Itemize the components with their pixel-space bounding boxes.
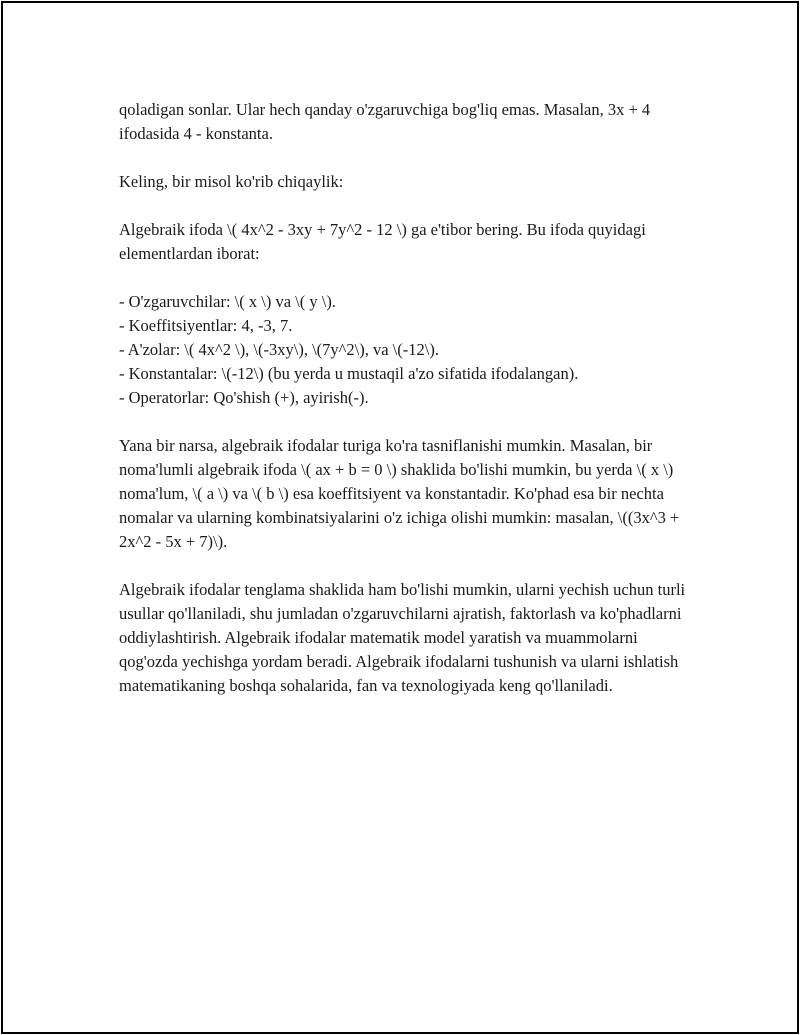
paragraph-classification: Yana bir narsa, algebraik ifodalar turiga ko'ra tasniflanishi mumkin. Masalan, bir noma'lumli algebraik ifoda \( ax + b = 0 \) shaklida bo'lishi mumkin, bu yerda \( x \) noma'lum, \( a \) va \( b \) esa koeffitsiyent va konstantadir. Ko'phad esa bir nechta nomalar va ularning kombinatsiyalarini o'z ichiga olishi mumkin: masalan, \((3x^3 + 2x^2 - 5x + 7)\).: [119, 436, 680, 551]
elements-list: [119, 290, 699, 410]
paragraph-constants: qoladigan sonlar. Ular hech qanday o'zgaruvchiga bog'liq emas. Masalan, 3x + 4 ifodasida 4 - konstanta.: [119, 100, 651, 143]
list-item-constants: - Konstantalar: \(-12\) (bu yerda u mustaqil a'zo sifatida ifodalangan).: [119, 364, 579, 383]
list-item-operators: - Operatorlar: Qo'shish (+), ayirish(-).: [119, 388, 369, 407]
list-item-coefficients: - Koeffitsiyentlar: 4, -3, 7.: [119, 316, 293, 335]
paragraph-example-intro: Keling, bir misol ko'rib chiqaylik:: [119, 172, 344, 191]
paragraph-equations: Algebraik ifodalar tenglama shaklida ham bo'lishi mumkin, ularni yechish uchun turli usullar qo'llaniladi, shu jumladan o'zgaruvchilarni ajratish, faktorlash va ko'phadlarni oddiylashtirish. Algebraik ifodalar matematik model yaratish va muammolarni qog'ozda yechishga yordam beradi. Algebraik ifodalarni tushunish va ularni ishlatish matematikaning boshqa sohalarida, fan va texnologiyada keng qo'llaniladi.: [119, 580, 686, 695]
list-item-variables: - O'zgaruvchilar: \( x \) va \( y \).: [119, 292, 336, 311]
page-frame: [1, 1, 799, 1034]
document-body: [119, 98, 699, 722]
paragraph-expression: Algebraik ifoda \( 4x^2 - 3xy + 7y^2 - 12 \) ga e'tibor bering. Bu ifoda quyidagi elementlardan iborat:: [119, 220, 646, 263]
list-item-terms: - A'zolar: \( 4x^2 \), \(-3xy\), \(7y^2\), va \(-12\).: [119, 340, 439, 359]
